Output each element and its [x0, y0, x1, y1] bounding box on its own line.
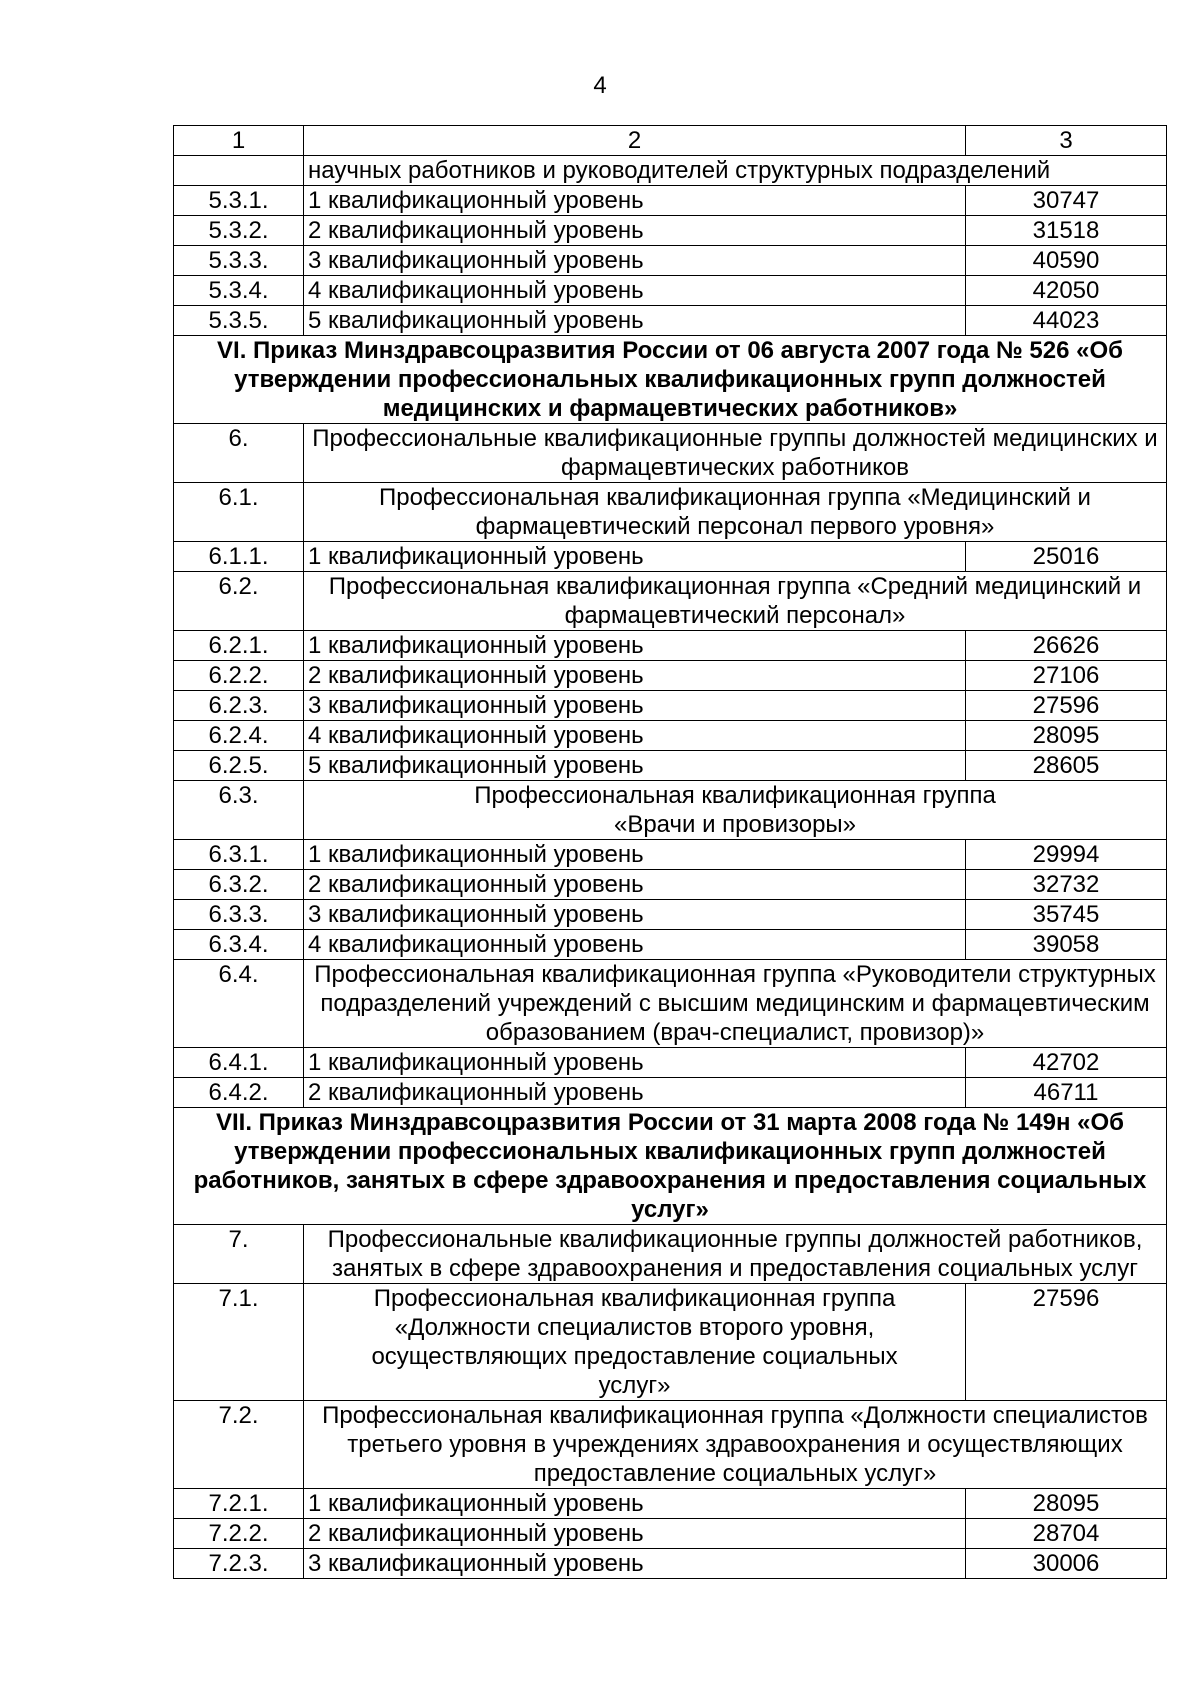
- row-level-name: 1 квалификационный уровень: [304, 631, 966, 661]
- salary-table: [173, 125, 1167, 1579]
- table-row: [174, 930, 1167, 960]
- row-code: 6.2.1.: [174, 631, 304, 661]
- row-code: 5.3.3.: [174, 246, 304, 276]
- row-code: 5.3.4.: [174, 276, 304, 306]
- group-name: Профессиональная квалификационная группа «Средний медицинский и фармацевтический персонал»: [304, 572, 1167, 631]
- row-code: 5.3.1.: [174, 186, 304, 216]
- salary-value: 40590: [966, 246, 1167, 276]
- salary-value: 28095: [966, 721, 1167, 751]
- section-6-title: VI. Приказ Минздравсоцразвития России от 06 августа 2007 года № 526 «Об утверждении профессиональных квалификационных групп должностей медицинских и фармацевтических работников»: [174, 336, 1167, 424]
- table-row: [174, 276, 1167, 306]
- salary-value: 27106: [966, 661, 1167, 691]
- row-code: 6.3.2.: [174, 870, 304, 900]
- table-row: [174, 1489, 1167, 1519]
- salary-value: 31518: [966, 216, 1167, 246]
- group-code: 7.: [174, 1225, 304, 1284]
- row-code: 6.2.5.: [174, 751, 304, 781]
- row-level-name: 2 квалификационный уровень: [304, 1078, 966, 1108]
- salary-value: 27596: [966, 1284, 1167, 1401]
- group-row: [174, 424, 1167, 483]
- table-row: [174, 1549, 1167, 1579]
- column-header-1: 1: [174, 126, 304, 156]
- group-row: [174, 483, 1167, 542]
- row-code: 5.3.5.: [174, 306, 304, 336]
- table-row: [174, 1078, 1167, 1108]
- group-code: 6.2.: [174, 572, 304, 631]
- row-code: 6.4.1.: [174, 1048, 304, 1078]
- salary-value: 30006: [966, 1549, 1167, 1579]
- row-code: 5.3.2.: [174, 216, 304, 246]
- row-level-name: 1 квалификационный уровень: [304, 186, 966, 216]
- group-name-line-2: «Врачи и провизоры»: [613, 811, 857, 838]
- column-header-3: 3: [966, 126, 1167, 156]
- row-code: 6.4.2.: [174, 1078, 304, 1108]
- table-row: [174, 840, 1167, 870]
- table-row: [174, 216, 1167, 246]
- group-name: Профессиональная квалификационная группа «Должности специалистов второго уровня, осуществляющих предоставление социальных услуг»: [304, 1284, 966, 1401]
- rows-6-2: [174, 631, 1167, 781]
- table-row: [174, 631, 1167, 661]
- section-row: [174, 1108, 1167, 1225]
- section-7-title: VII. Приказ Минздравсоцразвития России от 31 марта 2008 года № 149н «Об утверждении профессиональных квалификационных групп должностей работников, занятых в сфере здравоохранения и предоставления социальных услуг»: [174, 1108, 1167, 1225]
- table-row: [174, 721, 1167, 751]
- salary-value: 42050: [966, 276, 1167, 306]
- row-level-name: 4 квалификационный уровень: [304, 276, 966, 306]
- salary-value: 46711: [966, 1078, 1167, 1108]
- row-level-name: 5 квалификационный уровень: [304, 751, 966, 781]
- rows-6-3: [174, 840, 1167, 960]
- salary-value: 44023: [966, 306, 1167, 336]
- column-header-2: 2: [304, 126, 966, 156]
- salary-value: 39058: [966, 930, 1167, 960]
- row-level-name: 3 квалификационный уровень: [304, 691, 966, 721]
- row-level-name: 2 квалификационный уровень: [304, 216, 966, 246]
- table-row: [174, 751, 1167, 781]
- continuation-row: [174, 156, 1167, 186]
- group-code: 6.1.: [174, 483, 304, 542]
- group-code: 7.1.: [174, 1284, 304, 1401]
- row-code: 6.3.4.: [174, 930, 304, 960]
- group-name: [304, 781, 1167, 840]
- table-row: [174, 1048, 1167, 1078]
- group-row: [174, 781, 1167, 840]
- table-row: [174, 870, 1167, 900]
- salary-value: 28704: [966, 1519, 1167, 1549]
- continuation-text: научных работников и руководителей структурных подразделений: [304, 156, 1167, 186]
- row-level-name: 1 квалификационный уровень: [304, 542, 966, 572]
- row-code: 6.2.2.: [174, 661, 304, 691]
- table-row: [174, 542, 1167, 572]
- group-row: [174, 572, 1167, 631]
- group-row: [174, 1284, 1167, 1401]
- table-row: [174, 186, 1167, 216]
- salary-value: 35745: [966, 900, 1167, 930]
- row-level-name: 3 квалификационный уровень: [304, 246, 966, 276]
- table-row: [174, 691, 1167, 721]
- row-level-name: 1 квалификационный уровень: [304, 1048, 966, 1078]
- salary-value: 30747: [966, 186, 1167, 216]
- salary-value: 27596: [966, 691, 1167, 721]
- group-code: 6.3.: [174, 781, 304, 840]
- row-code: 6.2.3.: [174, 691, 304, 721]
- row-level-name: 2 квалификационный уровень: [304, 870, 966, 900]
- row-code: 6.2.4.: [174, 721, 304, 751]
- row-level-name: 1 квалификационный уровень: [304, 1489, 966, 1519]
- group-row: [174, 1225, 1167, 1284]
- table-row: [174, 1519, 1167, 1549]
- group-code: 7.2.: [174, 1401, 304, 1489]
- rows-7-2: [174, 1489, 1167, 1579]
- row-level-name: 3 квалификационный уровень: [304, 900, 966, 930]
- group-code: 6.: [174, 424, 304, 483]
- table-row: [174, 246, 1167, 276]
- group-name: Профессиональные квалификационные группы должностей медицинских и фармацевтических работников: [304, 424, 1167, 483]
- table-header-row: [174, 126, 1167, 156]
- salary-value: 25016: [966, 542, 1167, 572]
- group-name-line-1: Профессиональная квалификационная группа: [474, 782, 996, 809]
- group-name: Профессиональная квалификационная группа «Руководители структурных подразделений учреждений с высшим медицинским и фармацевтическим образованием (врач-специалист, провизор)»: [304, 960, 1167, 1048]
- salary-value: 42702: [966, 1048, 1167, 1078]
- row-level-name: 4 квалификационный уровень: [304, 930, 966, 960]
- row-level-name: 2 квалификационный уровень: [304, 661, 966, 691]
- table-row: [174, 661, 1167, 691]
- row-level-name: 4 квалификационный уровень: [304, 721, 966, 751]
- group-row: [174, 960, 1167, 1048]
- group-row: [174, 1401, 1167, 1489]
- row-level-name: 2 квалификационный уровень: [304, 1519, 966, 1549]
- salary-value: 28605: [966, 751, 1167, 781]
- group-name: Профессиональная квалификационная группа «Медицинский и фармацевтический персонал первого уровня»: [304, 483, 1167, 542]
- row-code: 7.2.1.: [174, 1489, 304, 1519]
- row-code: 7.2.2.: [174, 1519, 304, 1549]
- salary-value: 28095: [966, 1489, 1167, 1519]
- row-code: 7.2.3.: [174, 1549, 304, 1579]
- row-code: 6.3.3.: [174, 900, 304, 930]
- group-name: Профессиональная квалификационная группа «Должности специалистов третьего уровня в учреждениях здравоохранения и осуществляющих предоставление социальных услуг»: [304, 1401, 1167, 1489]
- row-level-name: 5 квалификационный уровень: [304, 306, 966, 336]
- page-number: 4: [593, 72, 607, 99]
- row-code: 6.3.1.: [174, 840, 304, 870]
- salary-value: 32732: [966, 870, 1167, 900]
- row-code: 6.1.1.: [174, 542, 304, 572]
- salary-value: 26626: [966, 631, 1167, 661]
- rows-6-4: [174, 1048, 1167, 1108]
- salary-value: 29994: [966, 840, 1167, 870]
- group-code: 6.4.: [174, 960, 304, 1048]
- table-row: [174, 306, 1167, 336]
- section-row: [174, 336, 1167, 424]
- table-row: [174, 900, 1167, 930]
- row-level-name: 3 квалификационный уровень: [304, 1549, 966, 1579]
- rows-6-1: [174, 542, 1167, 572]
- group-name: Профессиональные квалификационные группы должностей работников, занятых в сфере здравоохранения и предоставления социальных услуг: [304, 1225, 1167, 1284]
- row-level-name: 1 квалификационный уровень: [304, 840, 966, 870]
- rows-5-3: [174, 186, 1167, 336]
